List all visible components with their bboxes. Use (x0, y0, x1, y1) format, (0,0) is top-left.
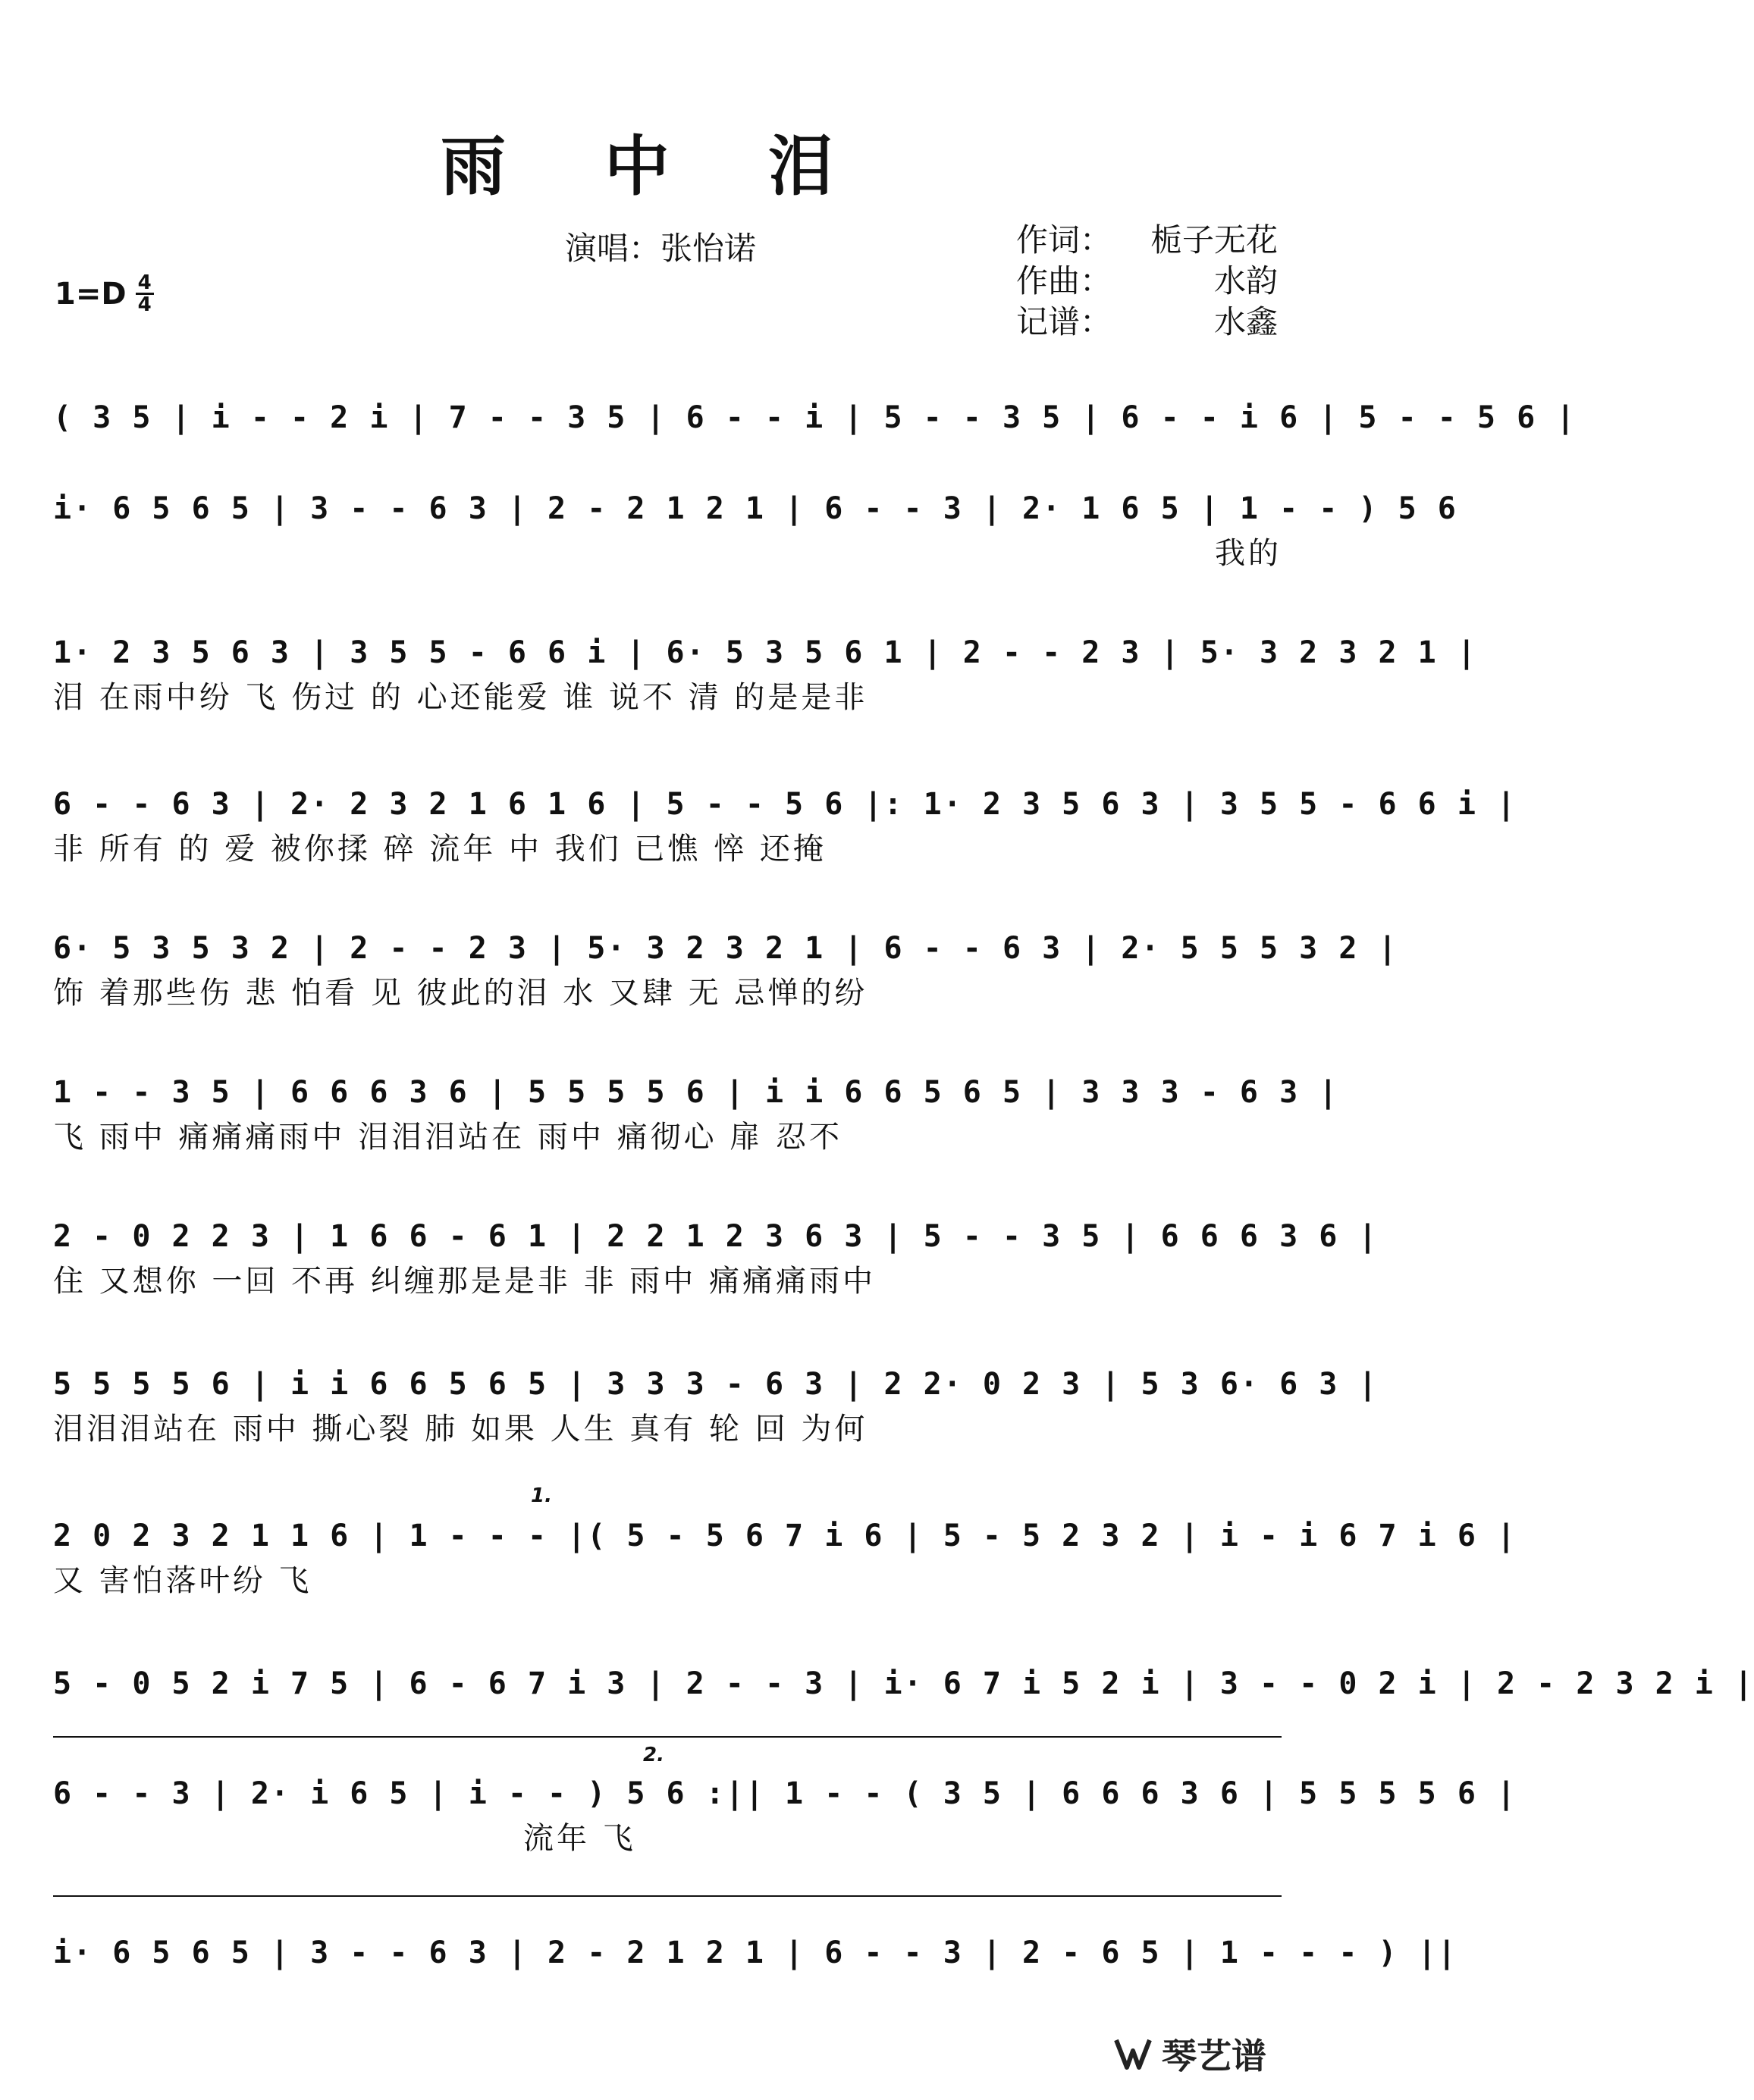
score-line-5 (53, 925, 1398, 1014)
first-ending-label: 1. (531, 1484, 552, 1507)
score-line-8 (53, 1361, 1379, 1450)
score-line-1 (53, 394, 1577, 484)
score-line-9 (53, 1512, 1517, 1602)
notation-line: 2 - 0 2 2 3 | 1 6 6 - 6 1 | 2 2 1 2 3 6 3 | 5 - - 3 5 | 6 6 6 3 6 | (53, 1219, 1379, 1254)
lyric-line: 泪 在雨中纷 飞 伤过 的 心还能爱 谁 说不 清 的是是非 (53, 680, 868, 715)
volta-bracket (53, 1736, 1282, 1738)
notation-line: 6 - - 6 3 | 2· 2 3 2 1 6 1 6 | 5 - - 5 6 |: 1· 2 3 5 6 3 | 3 5 5 - 6 6 i | (53, 787, 1517, 822)
score-line-3 (53, 629, 1477, 719)
lyric-line: 我的 (1215, 536, 1282, 571)
singer-credit: 演唱：张怡诺 (565, 230, 757, 267)
second-ending-label: 2. (643, 1744, 664, 1766)
lyricist-credit: 作词： 栀子无花 (1016, 221, 1278, 259)
piano-logo-icon (1112, 2033, 1154, 2075)
notation-line: i· 6 5 6 5 | 3 - - 6 3 | 2 - 2 1 2 1 | 6 - - 3 | 2· 1 6 5 | 1 - - ) 5 6 (53, 491, 1457, 526)
score-line-6 (53, 1069, 1339, 1158)
transcriber-credit: 记谱： 水鑫 (1016, 303, 1278, 340)
notation-line: 1 - - 3 5 | 6 6 6 3 6 | 5 5 5 5 6 | i i 6 6 5 6 5 | 3 3 3 - 6 3 | (53, 1075, 1339, 1110)
notation-line: 1· 2 3 5 6 3 | 3 5 5 - 6 6 i | 6· 5 3 5 6 1 | 2 - - 2 3 | 5· 3 2 3 2 1 | (53, 635, 1477, 670)
notation-line: 2 0 2 3 2 1 1 6 | 1 - - - |( 5 - 5 6 7 i 6 | 5 - 5 2 3 2 | i - i 6 7 i 6 | (53, 1519, 1517, 1553)
notation-line: 5 - 0 5 2 i 7 5 | 6 - 6 7 i 3 | 2 - - 3 | i· 6 7 i 5 2 i | 3 - - 0 2 i | 2 - 2 3 2 i | (53, 1666, 1754, 1701)
score-line-2 (53, 485, 1457, 575)
notation-line: i· 6 5 6 5 | 3 - - 6 3 | 2 - 2 1 2 1 | 6 - - 3 | 2 - 6 5 | 1 - - - ) || (53, 1935, 1457, 1970)
lyric-line: 泪泪泪站在 雨中 撕心裂 肺 如果 人生 真有 轮 回 为何 (53, 1412, 868, 1446)
lyric-line: 流年 飞 (523, 1821, 636, 1856)
watermark-text: 琴艺谱 (1162, 2036, 1266, 2076)
lyric-line: 又 害怕落叶纷 飞 (53, 1563, 312, 1598)
lyric-line: 饰 着那些伤 悲 怕看 见 彼此的泪 水 又肆 无 忌惮的纷 (53, 976, 868, 1011)
time-signature: $\frac{4}{4}$ (136, 273, 154, 315)
notation-line: ( 3 5 | i - - 2 i | 7 - - 3 5 | 6 - - i | 5 - - 3 5 | 6 - - i 6 | 5 - - 5 6 | (53, 400, 1577, 435)
notation-line: 6· 5 3 5 3 2 | 2 - - 2 3 | 5· 3 2 3 2 1 | 6 - - 6 3 | 2· 5 5 5 3 2 | (53, 931, 1398, 966)
composer-credit: 作曲： 水韵 (1016, 262, 1278, 299)
score-line-11 (53, 1770, 1517, 1860)
lyric-line: 住 又想你 一回 不再 纠缠那是是非 非 雨中 痛痛痛雨中 (53, 1264, 877, 1299)
lyric-line (53, 441, 1282, 484)
notation-line: 5 5 5 5 6 | i i 6 6 5 6 5 | 3 3 3 - 6 3 | 2 2· 0 2 3 | 5 3 6· 6 3 | (53, 1367, 1379, 1402)
score-line-10 (53, 1660, 1754, 1707)
score-line-7 (53, 1213, 1379, 1302)
credits-block (1016, 220, 1278, 343)
key-signature: 1=D $\frac{4}{4}$ (55, 273, 154, 315)
score-line-12 (53, 1929, 1457, 1976)
score-line-4 (53, 781, 1517, 870)
site-watermark (1112, 2029, 1266, 2079)
coda-bracket (53, 1895, 1282, 1897)
lyric-line: 非 所有 的 爱 被你揉 碎 流年 中 我们 已憔 悴 还掩 (53, 832, 827, 867)
lyric-line: 飞 雨中 痛痛痛雨中 泪泪泪站在 雨中 痛彻心 扉 忍不 (53, 1120, 843, 1155)
notation-line: 6 - - 3 | 2· i 6 5 | i - - ) 5 6 :|| 1 - - ( 3 5 | 6 6 6 3 6 | 5 5 5 5 6 | (53, 1776, 1517, 1811)
page-title: 雨 中 泪 (441, 128, 871, 205)
